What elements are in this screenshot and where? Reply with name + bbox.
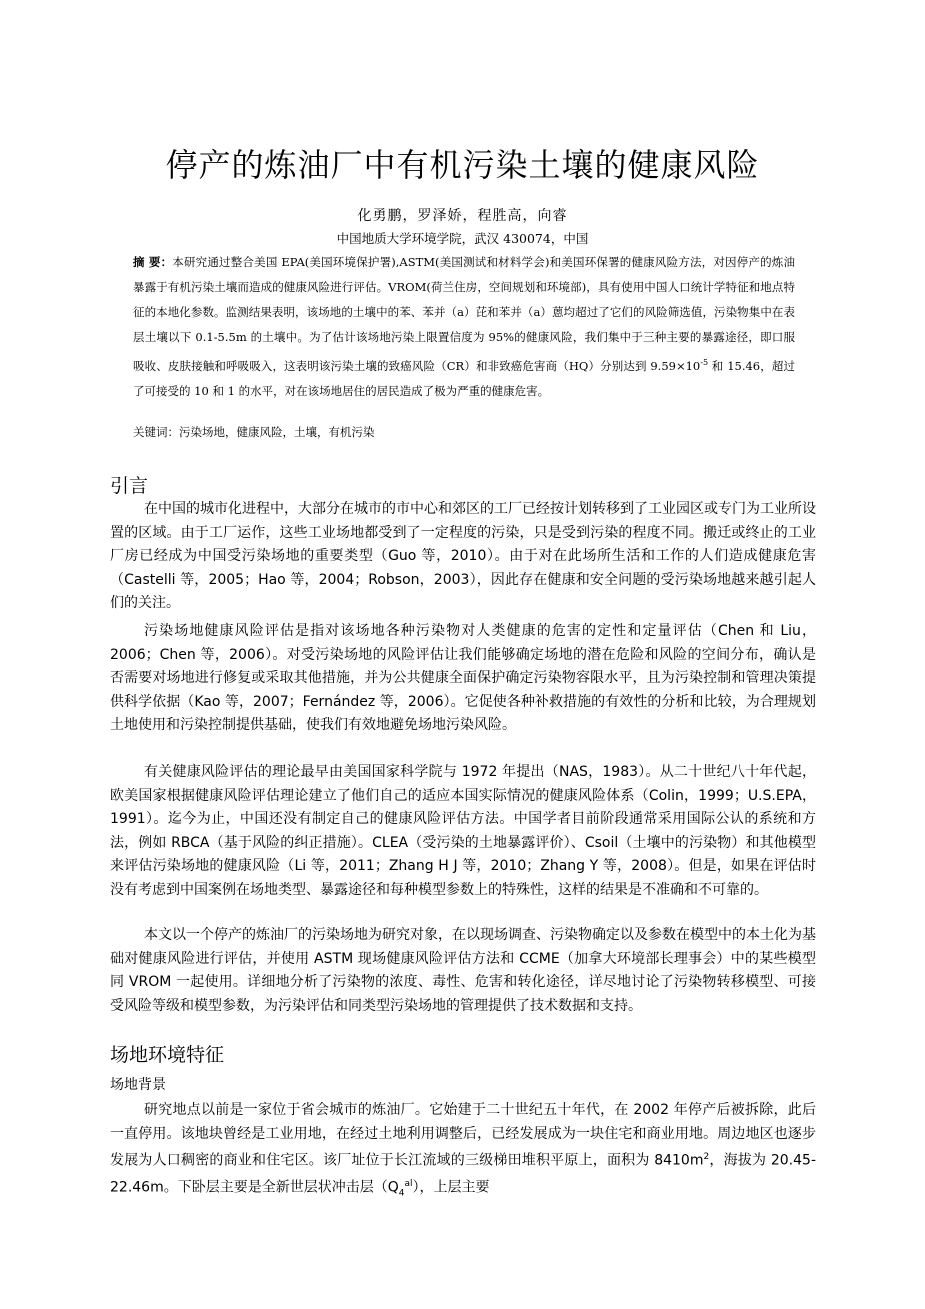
keywords-label: 关键词： — [133, 425, 179, 439]
site-text-b: ，海拔为 20.45-22.46m。下卧层主要是全新世层状冲击层（Q — [110, 1152, 816, 1197]
keywords-text: 污染场地，健康风险，土壤，有机污染 — [179, 425, 375, 439]
section-heading-site: 场地环境特征 — [110, 1044, 225, 1066]
intro-paragraph-1: 在中国的城市化进程中，大部分在城市的市中心和郊区的工厂已经按计划转移到了工业园区或专门为工业所设置的区域。由于工厂运作，这些工业场地都受到了一定程度的污染，只是受到污染的程度不同。搬迁或终止的工业厂房已经成为中国受污染场地的重要类型（Guo 等，2010）。由于对在此场所生活和工作的人们造成健康危害（Castelli 等，2005；Hao 等，2004；Robson，2003），因此存在健康和安全问题的受污染场地越来越引起人们的关注。 — [110, 501, 816, 612]
paper-authors: 化勇鹏，罗泽娇，程胜高，向睿 — [357, 208, 568, 224]
site-text-a: 研究地点以前是一家位于省会城市的炼油厂。它始建于二十世纪五十年代，在 2002 年停产后被拆除，此后一直停用。该地块曾经是工业用地，在经过土地利用调整后，已经发展成为一块住宅和商业用地。周边地区也逐步发展为人口稠密的商业和住宅区。该厂址位于长江流域的三级梯田堆积平原上，面积为 8410m — [110, 1102, 816, 1169]
intro-paragraph-3: 有关健康风险评估的理论最早由美国国家科学院与 1972 年提出（NAS，1983）。从二十世纪八十年代起，欧美国家根据健康风险评估理论建立了他们自己的适应本国实际情况的健康风险体系（Colin，1999；U.S.EPA，1991）。迄今为止，中国还没有制定自己的健康风险评估方法。中国学者目前阶段通常采用国际公认的系统和方法，例如 RBCA（基于风险的纠正措施）。CLEA（受污染的土地暴露评价）、Csoil（土壤中的污染物）和其他模型来评估污染场地的健康风险（Li 等，2011；Zhang H J 等，2010；Zhang Y 等，2008）。但是，如果在评估时没有考虑到中国案例在场地类型、暴露途径和每种模型参数上的特殊性，这样的结果是不准确和不可靠的。 — [110, 764, 816, 898]
site-sup-area: 2 — [703, 1152, 710, 1163]
site-text-c: ），上层主要 — [412, 1180, 490, 1197]
intro-paragraph-4: 本文以一个停产的炼油厂的污染场地为研究对象，在以现场调查、污染物确定以及参数在模型中的本土化为基础对健康风险进行评估，并使用 ASTM 现场健康风险评估方法和 CCME（加拿大环境部长理事会）中的某些模型同 VROM 一起使用。详细地分析了污染物的浓度、毒性、危害和转化途径，详尽地讨论了污染物转移模型、可接受风险等级和模型参数，为污染评估和同类型污染场地的管理提供了技术数据和支持。 — [110, 927, 816, 1014]
abstract-label: 摘 要： — [133, 255, 173, 269]
abstract-exponent: -5 — [700, 358, 709, 367]
site-sup-al: al — [404, 1179, 413, 1190]
abstract — [133, 250, 795, 404]
paper-affiliation: 中国地质大学环境学院，武汉 430074，中国 — [336, 231, 589, 246]
section-heading-intro: 引言 — [110, 475, 149, 497]
site-paragraph — [110, 1099, 816, 1206]
abstract-text-tail: 和 15.46，超过了可接受的 10 和 1 的水平，对在该场地居住的居民造成了极为严重的健康危害。 — [133, 358, 795, 398]
keywords — [133, 420, 795, 445]
site-sub: 4 — [398, 1188, 405, 1199]
intro-paragraph-2: 污染场地健康风险评估是指对该场地各种污染物对人类健康的危害的定性和定量评估（Chen 和 Liu，2006；Chen 等，2006）。对受污染场地的风险评估让我们能够确定场地的潜在危险和风险的空间分布，确认是否需要对场地进行修复或采取其他措施，并为公共健康全面保护确定污染物容限水平，且为污染控制和管理决策提供科学依据（Kao 等，2007；Fernández 等，2006）。它促使各种补救措施的有效性的分析和比较，为合理规划土地使用和污染控制提供基础，使我们有效地避免场地污染风险。 — [110, 623, 816, 734]
paper-title: 停产的炼油厂中有机污染土壤的健康风险 — [165, 146, 760, 184]
abstract-text: 本研究通过整合美国 EPA(美国环境保护署),ASTM(美国测试和材料学会)和美国环保署的健康风险方法，对因停产的炼油暴露于有机污染土壤而造成的健康风险进行评估。VROM(荷兰住房，空间规划和环境部)，具有使用中国人口统计学特征和地点特征的本地化参数。监测结果表明，该场地的土壤中的苯、苯并（a）芘和苯并（a）蒽均超过了它们的风险筛选值，污染物集中在表层土壤以下 0.1-5.5m 的土壤中。为了估计该场地污染上限置信度为 95%的健康风险，我们集中于三种主要的暴露途径，即口服吸收、皮肤接触和呼吸吸入，这表明该污染土壤的致癌风险（CR）和非致癌危害商（HQ）分别达到 9.59×10 — [133, 255, 795, 373]
subsection-heading-site-background: 场地背景 — [110, 1077, 166, 1093]
